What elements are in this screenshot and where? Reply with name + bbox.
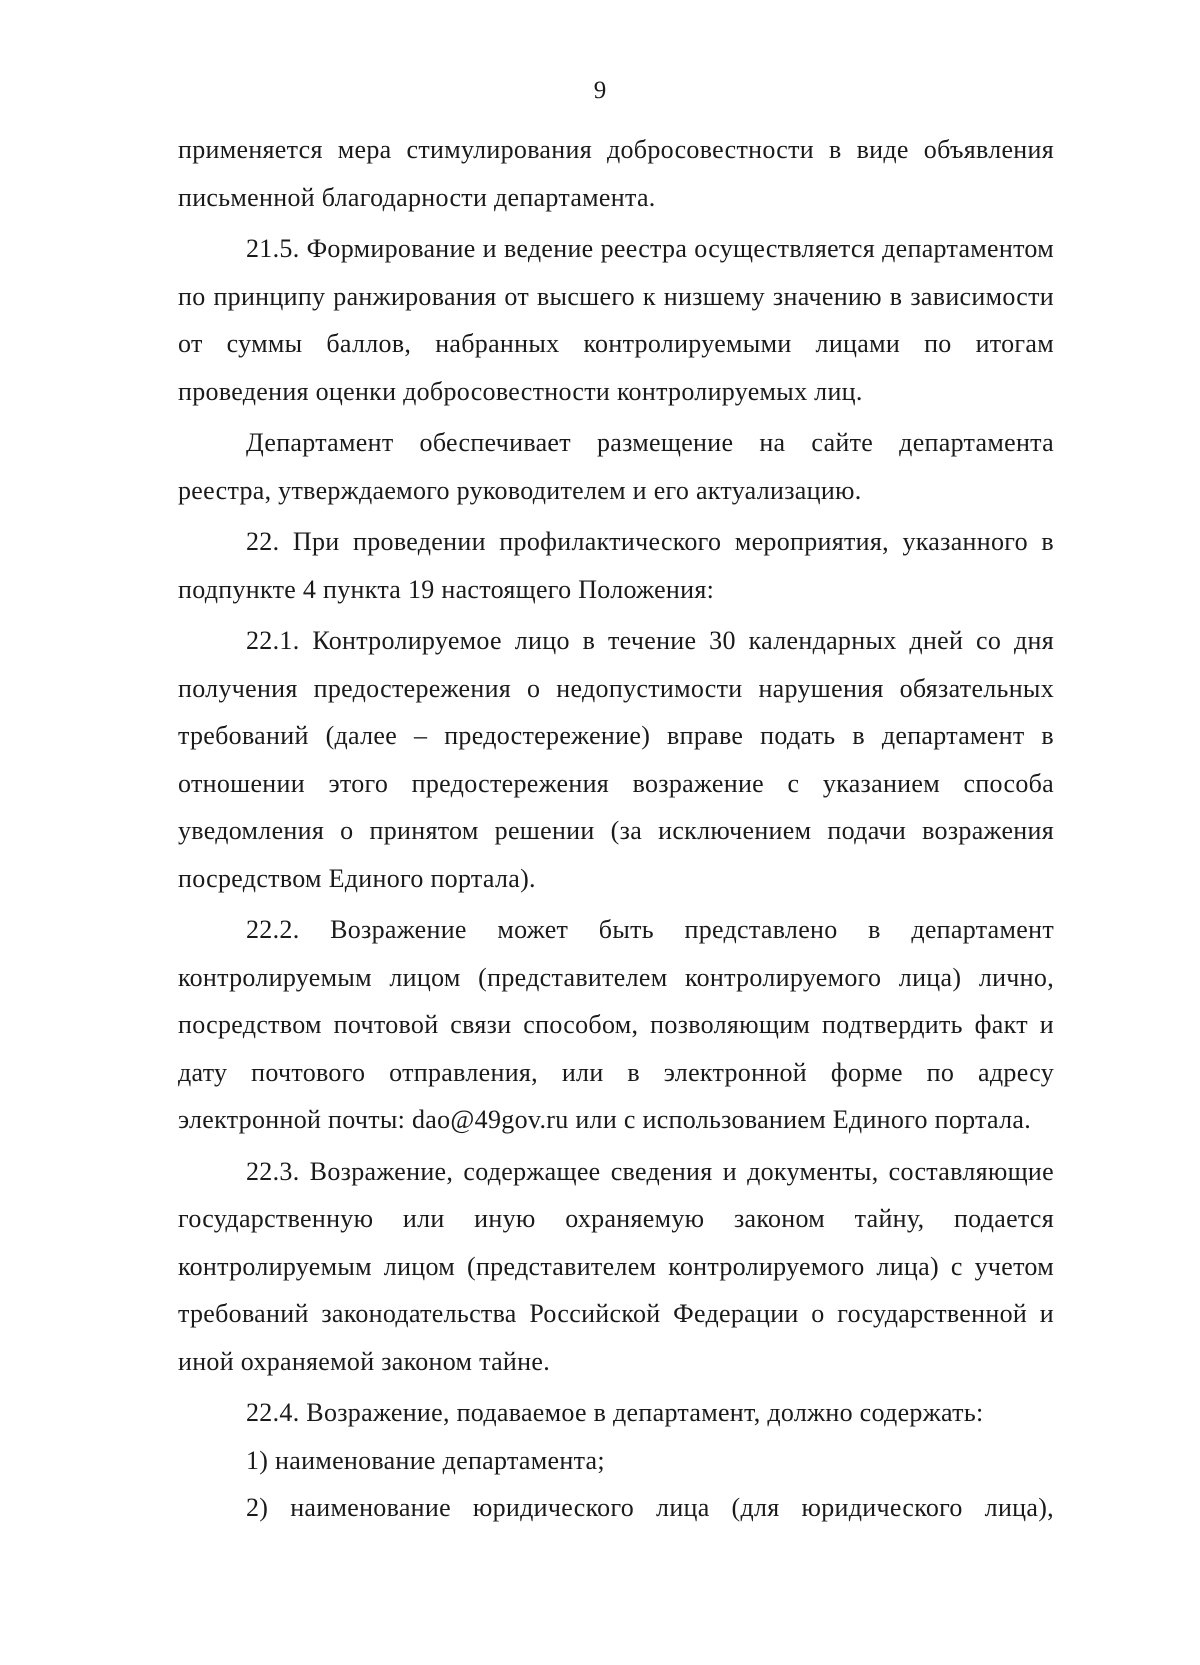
paragraph-continuation: применяется мера стимулирования добросовестности в виде объявления письменной благодарности департамента. <box>178 135 1054 212</box>
paragraph-22-3: 22.3. Возражение, содержащее сведения и документы, составляющие государственную или иную охраняемую законом тайну, подается контролируемым лицом (представителем контролируемого лица) с учетом требований законодательства Российской Федерации о государственной и иной охраняемой законом тайне. <box>178 1156 1054 1376</box>
paragraph-registry-publication: Департамент обеспечивает размещение на сайте департамента реестра, утверждаемого руководителем и его актуализацию. <box>178 428 1054 505</box>
paragraph-22-2: 22.2. Возражение может быть представлено в департамент контролируемым лицом (представителем контролируемого лица) лично, посредством почтовой связи способом, позволяющим подтвердить факт и дату почтового отправления, или в электронной форме по адресу электронной почты: dao@49gov.ru или с использованием Единого портала. <box>178 915 1054 1134</box>
list-item-1: 1) наименование департамента; <box>246 1445 605 1475</box>
paragraph-22-4: 22.4. Возражение, подаваемое в департамент, должно содержать: <box>246 1398 984 1427</box>
list-item-2: 2) наименование юридического лица (для юридического лица), <box>246 1493 1054 1522</box>
document-body <box>178 126 1054 1532</box>
paragraph-22: 22. При проведении профилактического мероприятия, указанного в подпункте 4 пункта 19 настоящего Положения: <box>178 527 1054 604</box>
page-number: 9 <box>593 77 607 104</box>
paragraph-22-1: 22.1. Контролируемое лицо в течение 30 календарных дней со дня получения предостережения о недопустимости нарушения обязательных требований (далее – предостережение) вправе подать в департамент в отношении этого предостережения возражение с указанием способа уведомления о принятом решении (за исключением подачи возражения посредством Единого портала). <box>178 626 1054 893</box>
paragraph-21-5: 21.5. Формирование и ведение реестра осуществляется департаментом по принципу ранжирования от высшего к низшему значению в зависимости от суммы баллов, набранных контролируемыми лицами по итогам проведения оценки добросовестности контролируемых лиц. <box>178 234 1054 406</box>
